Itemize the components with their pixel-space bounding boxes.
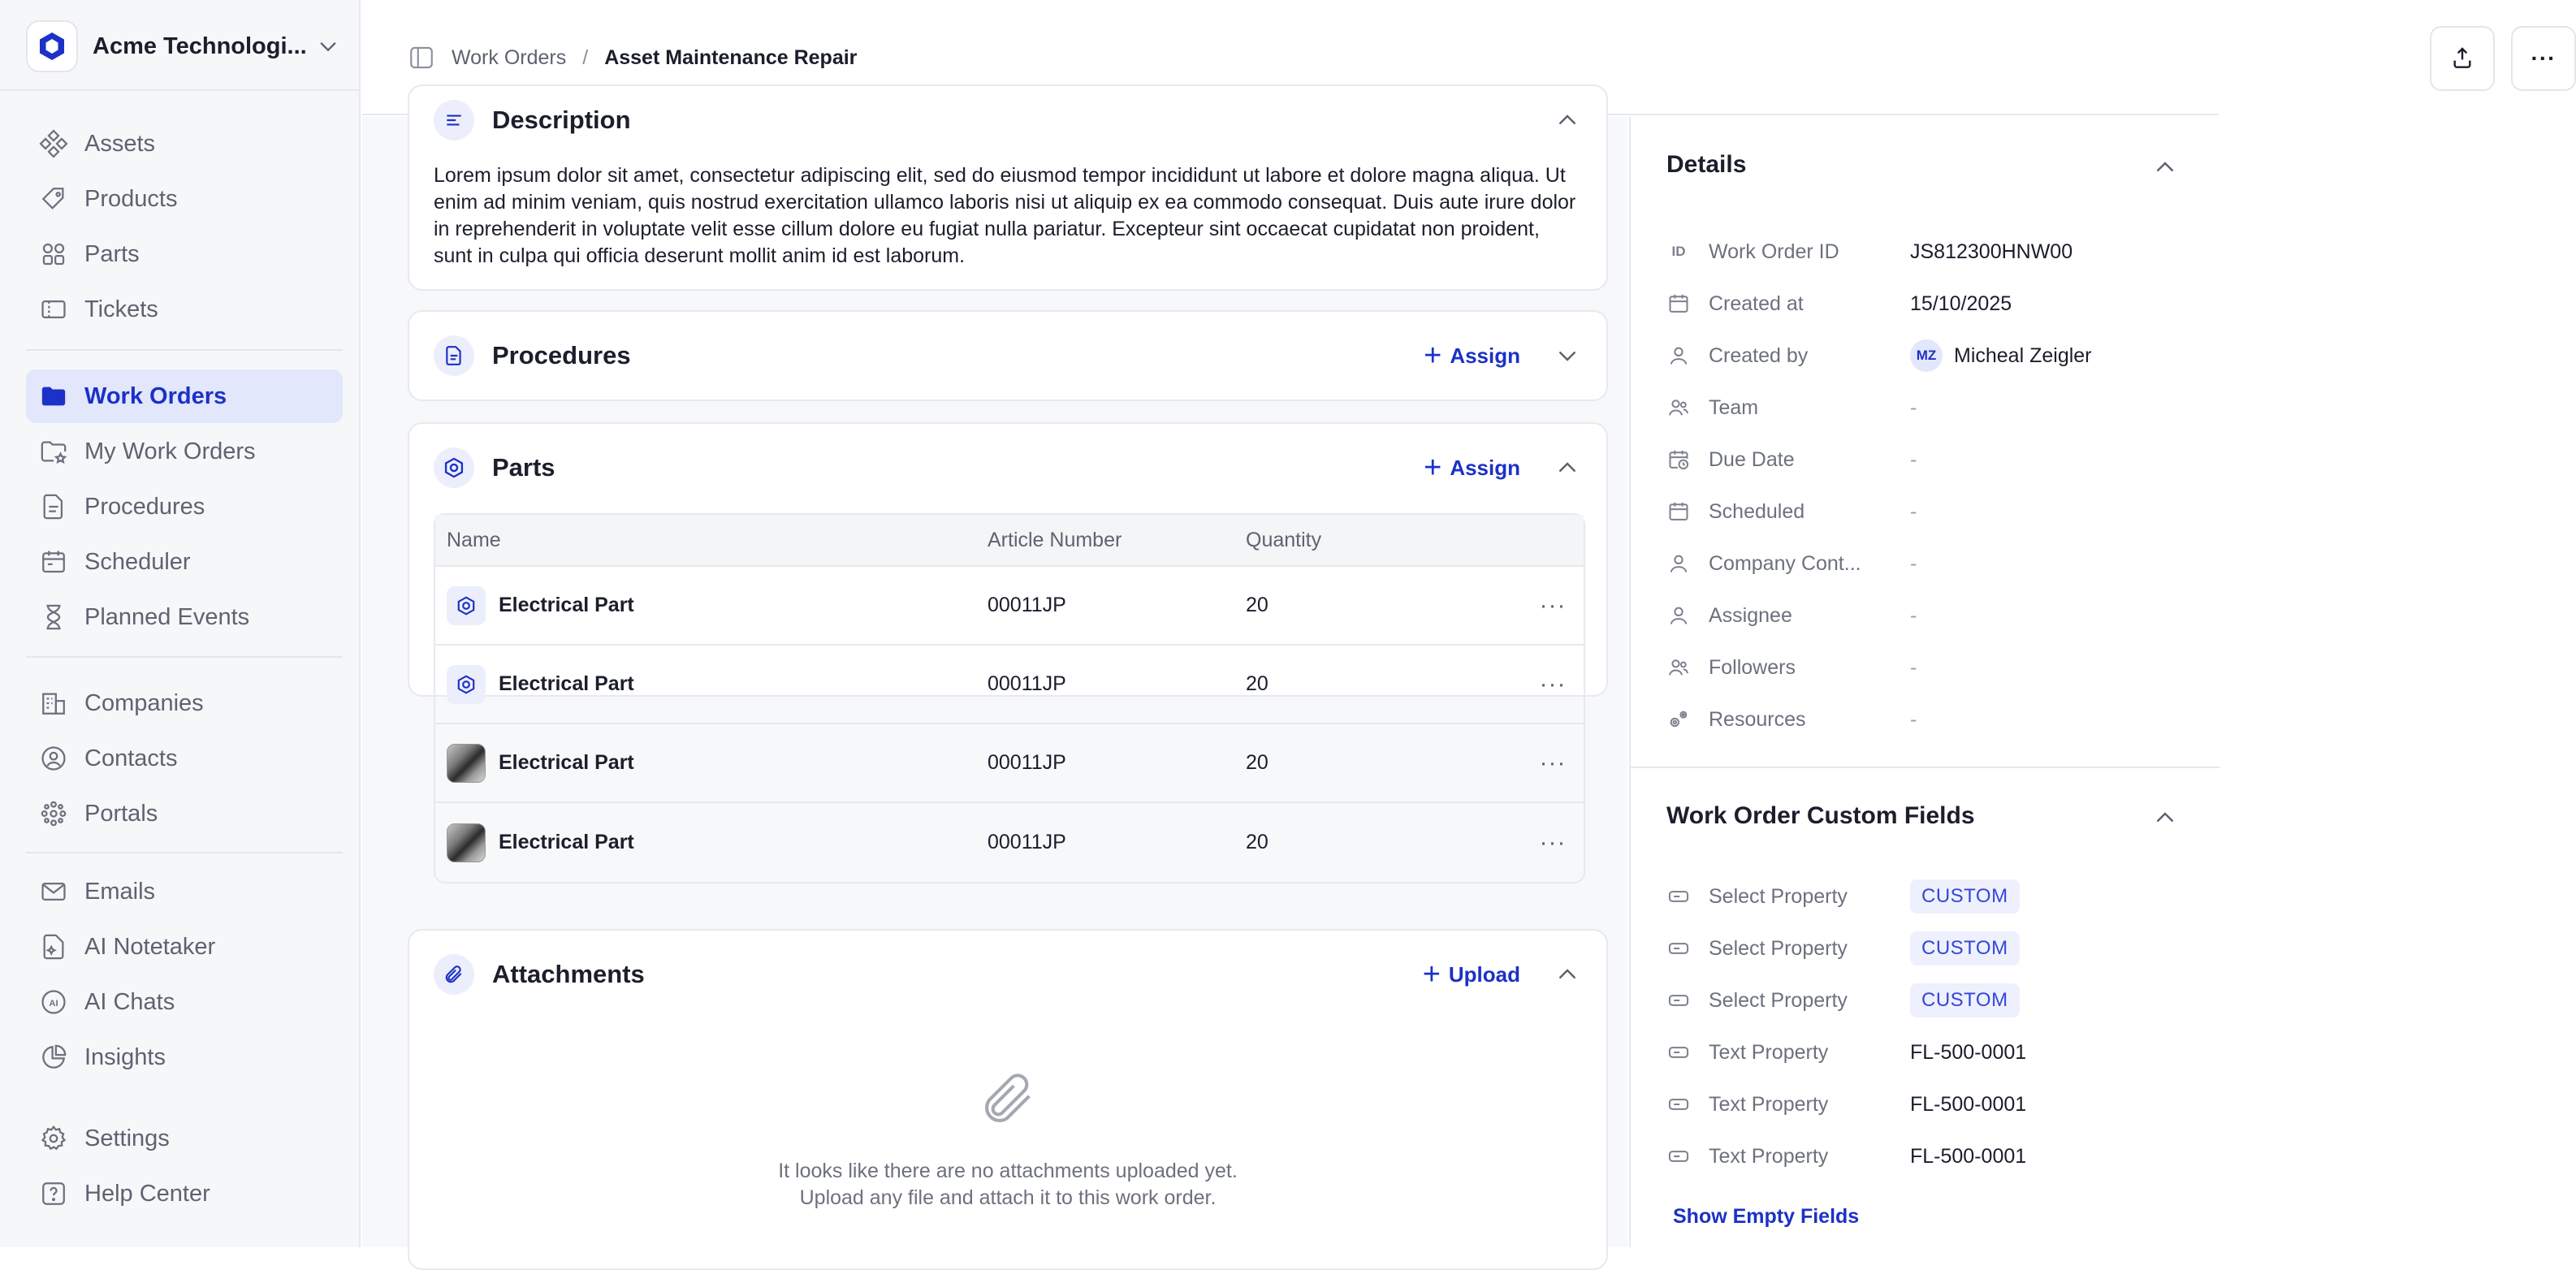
breadcrumb-parent[interactable]: Work Orders	[452, 45, 567, 69]
description-text: Lorem ipsum dolor sit amet, consectetur adipiscing elit, sed do eiusmod tempor incididunt ut labore et dolore magna aliqua. Ut enim ad minim veniam, quis nostrud exercitation ullamco laboris nisi ut aliquip ex ea commodo consequat. Duis aute irure dolor in reprehenderit in voluptate velit esse cillum dolore eu fugiat nulla pariatur. Excepteur sint occaecat cupidatat non proident, sunt in culpa qui officia deserunt mollit anim id est laborum.	[434, 164, 1576, 267]
sidebar	[0, 0, 361, 1247]
more-options-button[interactable]	[2511, 26, 2576, 91]
part-name-cell	[435, 586, 988, 625]
divider	[0, 89, 361, 91]
ticket-icon	[39, 295, 68, 324]
detail-field	[1666, 702, 2186, 737]
divider	[26, 349, 343, 351]
custom-fields-title: Work Order Custom Fields	[1666, 802, 1975, 829]
column-header-article[interactable]: Article Number	[988, 528, 1122, 551]
sidebar-item-insights[interactable]	[26, 1030, 343, 1084]
hexagon-bolt-icon	[447, 665, 486, 704]
sidebar-toggle-icon[interactable]	[408, 44, 435, 71]
detail-field	[1666, 286, 2186, 322]
article-number: 00011JP	[988, 751, 1066, 774]
sidebar-item-parts[interactable]	[26, 227, 343, 281]
assign-part-button[interactable]	[1424, 452, 1520, 483]
sidebar-item-label: Emails	[84, 878, 156, 905]
description-card	[408, 84, 1608, 291]
document-icon	[39, 492, 68, 521]
description-header[interactable]	[434, 96, 1582, 145]
detail-field	[1666, 442, 2186, 477]
sidebar-item-procedures[interactable]	[26, 480, 343, 533]
field-value: JS812300HNW00	[1910, 240, 2073, 263]
part-image	[447, 823, 486, 862]
field-value[interactable]: -	[1910, 707, 1917, 731]
field-value[interactable]: -	[1910, 395, 1917, 419]
attachments-card	[408, 929, 1608, 1270]
portals-icon	[39, 799, 68, 828]
sidebar-item-ai-chats[interactable]	[26, 975, 343, 1029]
card-title: Description	[492, 106, 631, 134]
sidebar-item-portals[interactable]	[26, 787, 343, 840]
detail-field	[1666, 494, 2186, 529]
sidebar-item-work-orders[interactable]	[26, 369, 343, 423]
details-panel	[1629, 117, 2219, 1247]
part-name[interactable]: Electrical Part	[499, 831, 634, 853]
empty-state-line1: It looks like there are no attachments uploaded yet.	[778, 1160, 1238, 1182]
field-label: Text Property	[1709, 1092, 1829, 1116]
sidebar-item-settings[interactable]	[26, 1112, 343, 1165]
plus-icon: +	[1422, 957, 1441, 991]
chevron-up-icon[interactable]	[2150, 153, 2180, 182]
sidebar-item-label: Tickets	[84, 296, 158, 322]
sidebar-item-label: Insights	[84, 1043, 166, 1070]
sidebar-item-label: AI Chats	[84, 988, 175, 1015]
field-label: Work Order ID	[1709, 240, 1839, 263]
input-field-icon	[1666, 1040, 1691, 1065]
detail-field	[1666, 598, 2186, 633]
upload-icon	[2449, 45, 2475, 71]
detail-field	[1666, 338, 2186, 374]
nav-group-footer	[26, 1112, 343, 1222]
main-content	[362, 106, 1627, 1247]
custom-field	[1666, 1086, 2186, 1122]
details-title: Details	[1666, 151, 1747, 178]
hourglass-icon	[39, 603, 68, 632]
input-field-icon	[1666, 884, 1691, 909]
part-name-cell	[435, 823, 988, 862]
row-more-icon[interactable]: ···	[1539, 828, 1567, 856]
hexagon-bolt-icon	[447, 586, 486, 625]
building-icon	[39, 689, 68, 718]
org-switcher[interactable]	[26, 19, 343, 73]
gear-icon	[39, 1124, 68, 1153]
id-icon: ID	[1671, 244, 1686, 259]
attachments-header[interactable]	[434, 950, 1582, 999]
field-value[interactable]: -	[1910, 499, 1917, 523]
user-circle-icon	[39, 744, 68, 773]
custom-field	[1666, 983, 2186, 1018]
sidebar-item-label: AI Notetaker	[84, 933, 216, 960]
empty-state-line2: Upload any file and attach it to this work order.	[799, 1186, 1217, 1209]
tag-icon	[39, 184, 68, 214]
field-label: Text Property	[1709, 1144, 1829, 1168]
part-name[interactable]: Electrical Part	[499, 751, 634, 774]
sidebar-item-label: Products	[84, 185, 178, 212]
article-number: 00011JP	[988, 594, 1066, 616]
sidebar-item-label: Procedures	[84, 493, 205, 520]
sidebar-item-label: Companies	[84, 689, 204, 716]
row-more-icon[interactable]: ···	[1539, 670, 1567, 698]
user-name: Micheal Zeigler	[1954, 343, 2092, 367]
detail-field	[1666, 650, 2186, 685]
show-empty-fields-link[interactable]: Show Empty Fields	[1673, 1205, 1860, 1228]
team-icon	[1666, 395, 1691, 420]
sidebar-item-label: Work Orders	[84, 382, 227, 409]
detail-field	[1666, 390, 2186, 425]
calendar-clock-icon	[1666, 447, 1691, 472]
divider	[26, 852, 343, 853]
sidebar-item-label: Parts	[84, 240, 140, 267]
quantity: 20	[1246, 751, 1269, 774]
chevron-up-icon[interactable]	[1553, 106, 1582, 135]
calendar-icon	[1666, 499, 1691, 524]
column-header-name[interactable]: Name	[447, 528, 501, 551]
parts-header[interactable]	[434, 443, 1582, 492]
user-icon	[1666, 343, 1691, 368]
sidebar-item-help-center[interactable]	[26, 1167, 343, 1220]
sidebar-item-label: Contacts	[84, 745, 178, 771]
sidebar-item-label: My Work Orders	[84, 438, 256, 464]
quantity: 20	[1246, 594, 1269, 616]
detail-field	[1666, 546, 2186, 581]
field-label: Due Date	[1709, 447, 1795, 471]
part-name[interactable]: Electrical Part	[499, 594, 634, 616]
ai-chat-icon	[39, 987, 68, 1017]
nav-group-work	[26, 369, 343, 646]
sidebar-item-products[interactable]	[26, 172, 343, 226]
parts-table	[434, 513, 1585, 883]
svg-text:AI: AI	[49, 998, 58, 1009]
field-label: Assignee	[1709, 603, 1792, 627]
plus-icon: +	[1424, 339, 1442, 373]
breadcrumb-current: Asset Maintenance Repair	[604, 45, 858, 69]
field-label: Select Property	[1709, 988, 1848, 1012]
column-header-quantity[interactable]: Quantity	[1246, 528, 1322, 551]
field-label: Team	[1709, 395, 1759, 419]
nav-group-comms	[26, 865, 343, 1086]
field-label: Select Property	[1709, 884, 1848, 908]
field-label: Select Property	[1709, 936, 1848, 960]
quantity: 20	[1246, 831, 1269, 853]
chevron-down-icon[interactable]	[1553, 341, 1582, 370]
sidebar-item-assets[interactable]	[26, 117, 343, 171]
parts-card	[408, 422, 1608, 856]
parts-icon	[39, 240, 68, 269]
field-value: FL-500-0001	[1910, 1040, 2027, 1064]
input-field-icon	[1666, 1144, 1691, 1168]
sidebar-item-label: Scheduler	[84, 548, 191, 575]
avatar: MZ	[1910, 339, 1943, 372]
user-icon	[1666, 603, 1691, 628]
sidebar-item-scheduler[interactable]	[26, 535, 343, 589]
field-value[interactable]: -	[1910, 447, 1917, 471]
custom-badge[interactable]: CUSTOM	[1910, 983, 2020, 1017]
table-row[interactable]	[435, 724, 1584, 803]
export-button[interactable]	[2430, 26, 2495, 91]
sidebar-item-my-work-orders[interactable]	[26, 425, 343, 478]
custom-field	[1666, 931, 2186, 966]
created-by-value[interactable]	[1910, 339, 2092, 372]
field-label: Text Property	[1709, 1040, 1829, 1064]
part-image	[447, 744, 486, 783]
field-value[interactable]: -	[1910, 655, 1917, 679]
article-number: 00011JP	[988, 831, 1066, 853]
sidebar-item-contacts[interactable]	[26, 732, 343, 785]
chevron-up-icon[interactable]	[1553, 960, 1582, 989]
input-field-icon	[1666, 1092, 1691, 1117]
procedures-card	[408, 310, 1608, 401]
detail-field	[1666, 234, 2186, 270]
custom-badge[interactable]: CUSTOM	[1910, 931, 2020, 965]
sidebar-item-planned-events[interactable]	[26, 590, 343, 644]
assign-label: Assign	[1450, 343, 1520, 368]
divider	[1631, 767, 2220, 768]
text-lines-icon	[434, 100, 474, 140]
sidebar-item-tickets[interactable]	[26, 283, 343, 336]
nav-group-catalog	[26, 117, 343, 338]
org-name: Acme Technologi...	[93, 32, 307, 59]
breadcrumb-separator: /	[582, 45, 589, 69]
nav-group-crm	[26, 676, 343, 842]
card-title: Attachments	[492, 960, 645, 988]
field-label: Followers	[1709, 655, 1796, 679]
folder-star-icon	[39, 437, 68, 466]
part-name-cell	[435, 744, 988, 783]
procedures-header[interactable]	[434, 331, 1582, 380]
sidebar-item-label: Assets	[84, 130, 156, 157]
field-value: FL-500-0001	[1910, 1144, 2027, 1168]
chevron-down-icon	[313, 32, 343, 61]
field-label: Created by	[1709, 343, 1809, 367]
field-value[interactable]: -	[1910, 551, 1917, 575]
chevron-up-icon[interactable]	[1553, 453, 1582, 482]
help-icon	[39, 1179, 68, 1208]
card-title: Procedures	[492, 341, 631, 369]
custom-field	[1666, 1138, 2186, 1174]
upload-label: Upload	[1448, 961, 1520, 987]
assign-label: Assign	[1450, 455, 1520, 480]
field-value: 15/10/2025	[1910, 292, 2012, 315]
custom-badge[interactable]: CUSTOM	[1910, 879, 2020, 914]
sidebar-item-label: Help Center	[84, 1180, 210, 1207]
custom-field	[1666, 1035, 2186, 1070]
paperclip-large-icon	[978, 1064, 1039, 1138]
article-number: 00011JP	[988, 672, 1066, 695]
sidebar-item-label: Planned Events	[84, 603, 250, 630]
plus-icon: +	[1424, 451, 1442, 485]
org-logo-icon	[26, 20, 78, 72]
sidebar-item-companies[interactable]	[26, 676, 343, 730]
table-row[interactable]	[435, 646, 1584, 724]
part-name-cell	[435, 665, 988, 704]
input-field-icon	[1666, 936, 1691, 961]
pie-chart-icon	[39, 1043, 68, 1072]
hexagon-bolt-icon	[434, 447, 474, 488]
table-row[interactable]	[435, 803, 1584, 882]
field-value: FL-500-0001	[1910, 1092, 2027, 1116]
assign-procedure-button[interactable]	[1424, 340, 1520, 371]
table-row[interactable]	[435, 567, 1584, 646]
more-horizontal-icon: ···	[2531, 45, 2557, 71]
team-icon	[1666, 655, 1691, 680]
calendar-icon	[1666, 292, 1691, 316]
part-name[interactable]: Electrical Part	[499, 672, 634, 695]
input-field-icon	[1666, 988, 1691, 1013]
document-icon	[434, 335, 474, 376]
chevron-up-icon[interactable]	[2150, 803, 2180, 832]
gears-icon	[1666, 707, 1691, 732]
assets-icon	[39, 129, 68, 158]
user-icon	[1666, 551, 1691, 576]
field-value[interactable]: -	[1910, 603, 1917, 627]
field-label: Scheduled	[1709, 499, 1805, 523]
mail-icon	[39, 877, 68, 906]
divider	[26, 656, 343, 658]
sidebar-item-label: Settings	[84, 1125, 170, 1151]
ai-note-icon	[39, 932, 68, 961]
breadcrumb	[408, 44, 857, 71]
calendar-icon	[39, 547, 68, 577]
paperclip-icon	[434, 954, 474, 995]
folder-icon	[39, 382, 68, 411]
sidebar-item-label: Portals	[84, 800, 158, 827]
field-label: Created at	[1709, 292, 1804, 315]
card-title: Parts	[492, 453, 555, 482]
quantity: 20	[1246, 672, 1269, 695]
custom-field	[1666, 879, 2186, 914]
field-label: Resources	[1709, 707, 1806, 731]
sidebar-item-emails[interactable]	[26, 865, 343, 918]
upload-button[interactable]	[1423, 959, 1520, 990]
row-more-icon[interactable]: ···	[1539, 749, 1567, 776]
row-more-icon[interactable]: ···	[1539, 591, 1567, 619]
sidebar-item-ai-notetaker[interactable]	[26, 920, 343, 974]
table-header	[435, 515, 1584, 567]
field-label: Company Cont...	[1709, 551, 1861, 575]
